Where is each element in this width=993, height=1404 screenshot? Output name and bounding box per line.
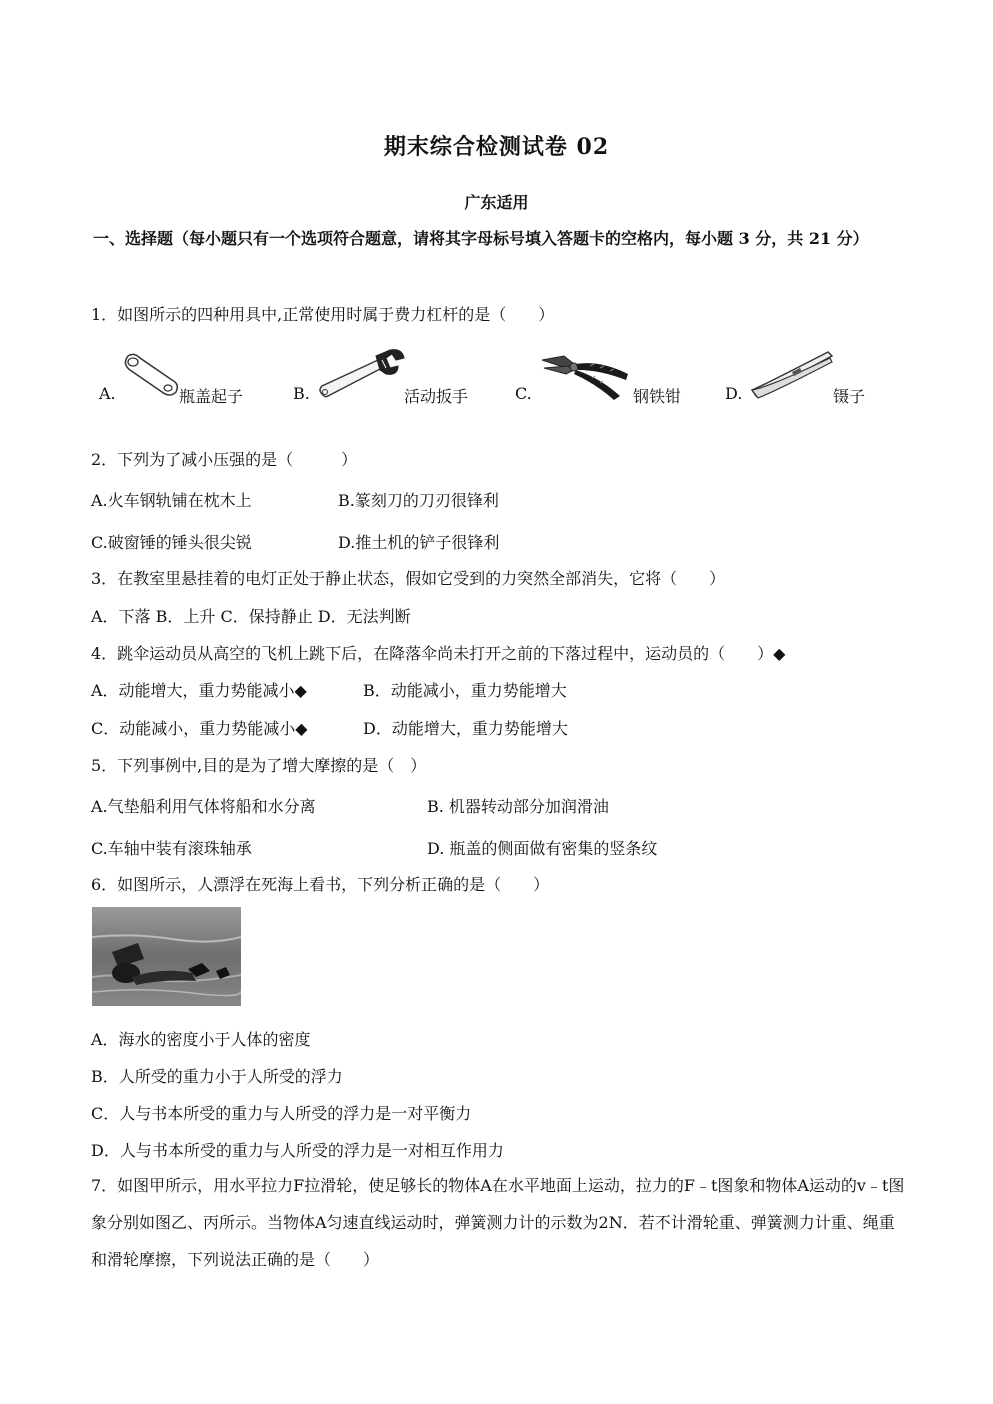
option-b-label: 活动扳手 <box>404 387 469 406</box>
question-6-option-a: A．海水的密度小于人体的密度 <box>91 1030 311 1049</box>
page-subtitle: 广东适用 <box>464 193 529 212</box>
tweezers-icon <box>748 348 834 400</box>
question-1-stem: 1．如图所示的四种用具中,正常使用时属于费力杠杆的是（ ） <box>91 305 555 324</box>
question-6-stem: 6．如图所示，人漂浮在死海上看书，下列分析正确的是（ ） <box>91 875 550 894</box>
wrench-icon <box>316 346 406 402</box>
bottle-opener-icon <box>120 350 180 400</box>
question-2-stem: 2．下列为了减小压强的是（ ） <box>91 450 358 469</box>
question-2-option-c: C.破窗锤的锤头很尖锐 <box>91 533 252 552</box>
pliers-icon <box>540 352 632 402</box>
question-6-option-d: D．人与书本所受的重力与人所受的浮力是一对相互作用力 <box>91 1141 504 1160</box>
question-2-option-b: B.篆刻刀的刀刃很锋利 <box>338 491 499 510</box>
question-4-option-b: B．动能减小，重力势能增大 <box>363 681 567 700</box>
question-4-option-d: D．动能增大，重力势能增大 <box>363 719 568 738</box>
page-title: 期末综合检测试卷 02 <box>383 134 610 160</box>
option-c-label: 钢铁钳 <box>633 387 682 406</box>
option-d-label: 镊子 <box>833 387 866 406</box>
option-b-letter: B. <box>293 384 310 403</box>
option-d-letter: D. <box>725 384 743 403</box>
option-a-letter: A. <box>99 384 116 403</box>
question-4-option-a: A．动能增大，重力势能减小◆ <box>91 681 307 700</box>
question-5-option-b: B. 机器转动部分加润滑油 <box>427 797 609 816</box>
option-c-letter: C. <box>515 384 532 403</box>
option-a-label: 瓶盖起子 <box>179 387 244 406</box>
question-4-stem: 4．跳伞运动员从高空的飞机上跳下后，在降落伞尚未打开之前的下落过程中，运动员的（ ）◆ <box>91 644 786 663</box>
question-5-option-c: C.车轴中装有滚珠轴承 <box>91 839 252 858</box>
section-heading: 一、选择题（每小题只有一个选项符合题意，请将其字母标号填入答题卡的空格内，每小题 3 分，共 21 分） <box>93 229 869 248</box>
question-6-option-c: C．人与书本所受的重力与人所受的浮力是一对平衡力 <box>91 1104 472 1123</box>
dead-sea-photo <box>92 907 241 1006</box>
question-5-option-d: D. 瓶盖的侧面做有密集的竖条纹 <box>427 839 658 858</box>
question-7-stem: 7．如图甲所示，用水平拉力F拉滑轮，使足够长的物体A在水平地面上运动，拉力的F﹣t图象和物体A运动的v﹣t图象分别如图乙、丙所示。当物体A匀速直线运动时，弹簧测力计的示数为2N．若不计滑轮重、弹簧测力计重、绳重和滑轮摩擦，下列说法正确的是（ ） <box>91 1176 905 1269</box>
question-6-option-b: B．人所受的重力小于人所受的浮力 <box>91 1067 343 1086</box>
question-2-option-a: A.火车钢轨铺在枕木上 <box>91 491 252 510</box>
question-3-options: A．下落 B．上升 C．保持静止 D．无法判断 <box>91 607 411 626</box>
question-4-option-c: C．动能减小，重力势能减小◆ <box>91 719 308 738</box>
question-5-stem: 5．下列事例中,目的是为了增大摩擦的是（ ） <box>91 756 427 775</box>
question-5-option-a: A.气垫船利用气体将船和水分离 <box>91 797 316 816</box>
question-3-stem: 3．在教室里悬挂着的电灯正处于静止状态，假如它受到的力突然全部消失，它将（ ） <box>91 569 726 588</box>
question-2-option-d: D.推土机的铲子很锋利 <box>338 533 500 552</box>
